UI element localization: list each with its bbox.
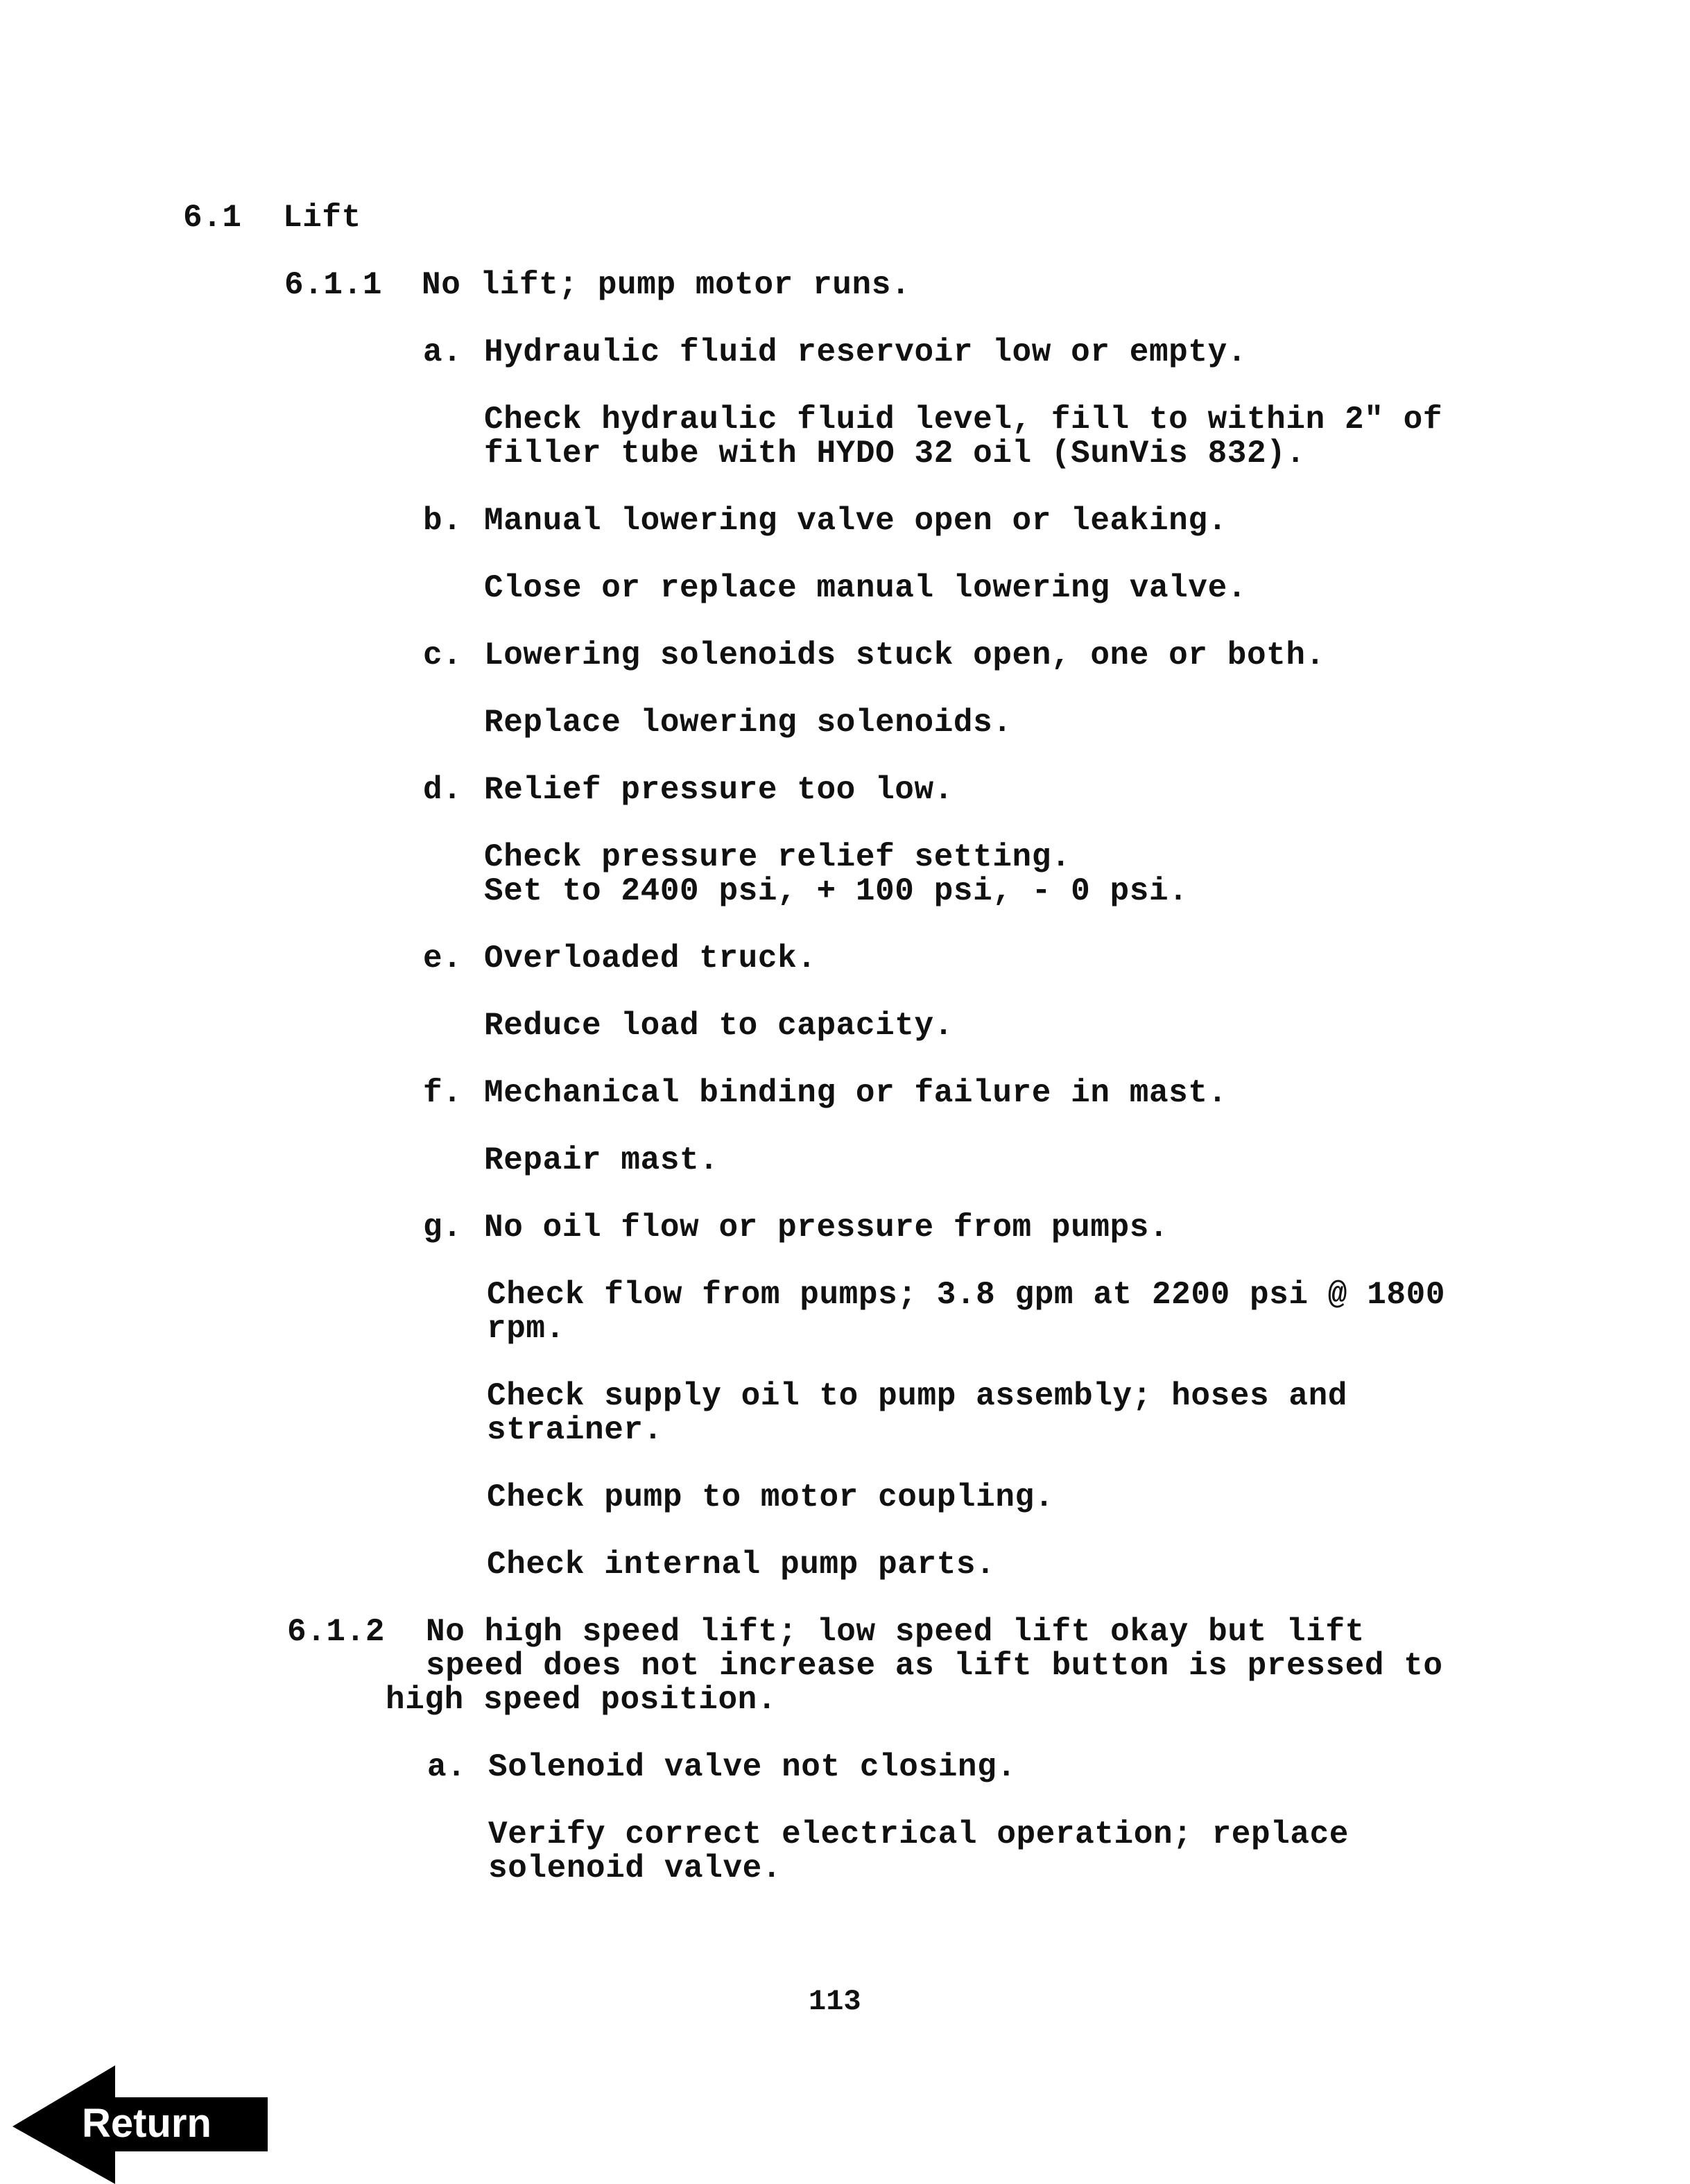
remedy-d-line-1: Check pressure relief setting. bbox=[484, 839, 1071, 875]
subsection-number: 6.1.1 bbox=[284, 267, 383, 303]
remedy-2a-line-2: solenoid valve. bbox=[488, 1850, 782, 1886]
subsection-2-title-line-2: speed does not increase as lift button is pressed to bbox=[426, 1648, 1443, 1684]
cause-d: Relief pressure too low. bbox=[484, 772, 954, 808]
cause-e: Overloaded truck. bbox=[484, 940, 817, 977]
item-letter-a: a. bbox=[423, 334, 463, 370]
cause-2a: Solenoid valve not closing. bbox=[488, 1749, 1017, 1785]
item-letter-f: f. bbox=[423, 1075, 463, 1111]
cause-b: Manual lowering valve open or leaking. bbox=[484, 503, 1227, 539]
cause-c: Lowering solenoids stuck open, one or both. bbox=[484, 637, 1325, 673]
subsection-2-title-line-3: high speed position. bbox=[386, 1682, 777, 1718]
subsection-2-number: 6.1.2 bbox=[287, 1614, 386, 1650]
cause-f: Mechanical binding or failure in mast. bbox=[484, 1075, 1227, 1111]
return-label: Return bbox=[82, 2101, 212, 2146]
remedy-c: Replace lowering solenoids. bbox=[484, 705, 1012, 741]
remedy-2a-line-1: Verify correct electrical operation; replace bbox=[488, 1816, 1349, 1852]
remedy-e: Reduce load to capacity. bbox=[484, 1008, 954, 1044]
remedy-g-4: Check internal pump parts. bbox=[487, 1547, 996, 1583]
item-letter-c: c. bbox=[423, 637, 463, 673]
remedy-g-2-line-1: Check supply oil to pump assembly; hoses and bbox=[487, 1378, 1347, 1414]
remedy-a-line-2: filler tube with HYDO 32 oil (SunVis 832). bbox=[484, 436, 1306, 472]
return-button[interactable] bbox=[12, 2065, 268, 2184]
remedy-d-line-2: Set to 2400 psi, + 100 psi, - 0 psi. bbox=[484, 873, 1189, 909]
remedy-a-line-1: Check hydraulic fluid level, fill to within 2" of bbox=[484, 402, 1443, 438]
page-number: 113 bbox=[809, 1985, 861, 2018]
remedy-g-2-line-2: strainer. bbox=[487, 1412, 663, 1448]
section-number: 6.1 bbox=[183, 200, 242, 236]
section-title: Lift bbox=[283, 200, 361, 236]
cause-g: No oil flow or pressure from pumps. bbox=[484, 1210, 1169, 1246]
remedy-g-3: Check pump to motor coupling. bbox=[487, 1479, 1054, 1515]
cause-a: Hydraulic fluid reservoir low or empty. bbox=[484, 334, 1247, 370]
subsection-2-title-line-1: No high speed lift; low speed lift okay but lift bbox=[426, 1614, 1365, 1650]
remedy-b: Close or replace manual lowering valve. bbox=[484, 570, 1247, 606]
item-letter-e: e. bbox=[423, 940, 463, 977]
remedy-f: Repair mast. bbox=[484, 1142, 719, 1178]
item-letter-d: d. bbox=[423, 772, 463, 808]
remedy-g-1-line-1: Check flow from pumps; 3.8 gpm at 2200 psi @ 1800 bbox=[487, 1277, 1446, 1313]
item-letter-g: g. bbox=[423, 1210, 463, 1246]
item-letter-b: b. bbox=[423, 503, 463, 539]
subsection-title: No lift; pump motor runs. bbox=[422, 267, 911, 303]
item-letter-2a: a. bbox=[427, 1749, 467, 1785]
remedy-g-1-line-2: rpm. bbox=[487, 1311, 565, 1347]
